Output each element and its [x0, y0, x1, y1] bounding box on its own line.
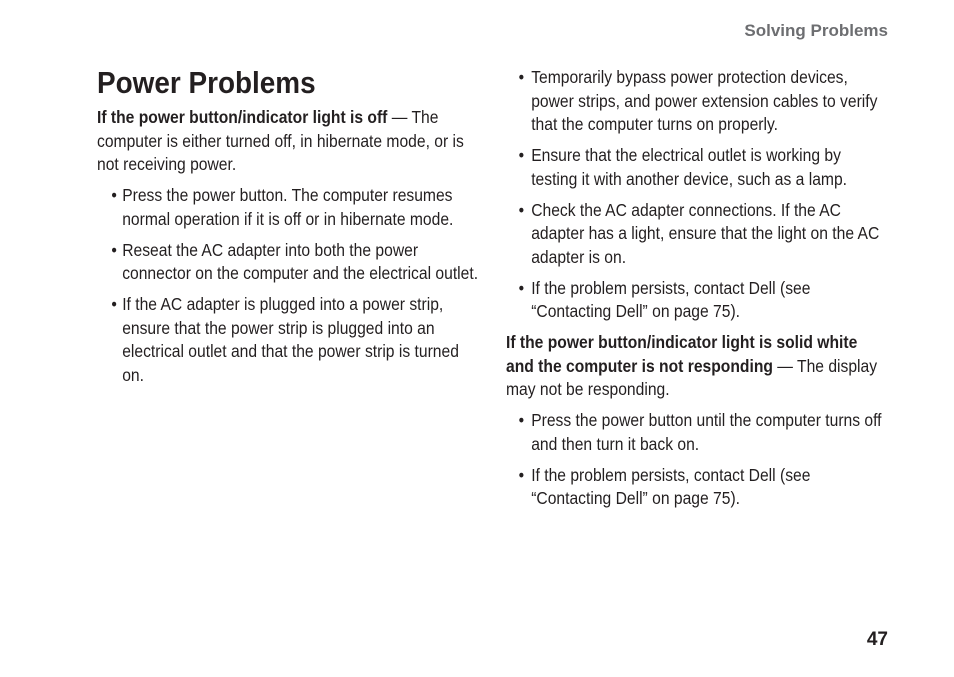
- list-item: [506, 199, 888, 270]
- list-item: [506, 144, 888, 191]
- bullet-icon: •: [518, 410, 525, 431]
- intro-lead-solid: If the power button/indicator light is solid white and the computer is not responding: [506, 332, 858, 376]
- list-item: [506, 409, 888, 456]
- list-item: [97, 184, 479, 231]
- bullet-icon: •: [518, 199, 525, 220]
- list-item-text: Check the AC adapter connections. If the AC adapter has a light, ensure that the light on the AC adapter is on.: [531, 199, 880, 267]
- bullet-icon: •: [518, 145, 525, 166]
- page-number: 47: [866, 629, 888, 650]
- list-item-text: If the AC adapter is plugged into a power strip, ensure that the power strip is plugged into an electrical outlet and that the power strip is turned on.: [122, 293, 459, 386]
- intro-paragraph-off: [97, 106, 479, 177]
- bullet-icon: •: [518, 464, 525, 485]
- list-item: [506, 464, 888, 511]
- intro-text-off: — The computer is either turned off, in hibernate mode, or is not receiving power.: [97, 107, 464, 175]
- right-column: [506, 66, 888, 518]
- page-title: Power Problems: [97, 65, 316, 100]
- troubleshoot-list-right-b: [506, 409, 888, 511]
- bullet-icon: •: [518, 277, 525, 298]
- running-header: Solving Problems: [744, 21, 888, 40]
- list-item: [97, 239, 479, 286]
- list-item-text: Press the power button until the computer turns off and then turn it back on.: [531, 410, 882, 454]
- bullet-icon: •: [111, 185, 117, 206]
- intro-text-solid: — The display may not be responding.: [506, 355, 878, 400]
- list-item-text: Reseat the AC adapter into both the power connector on the computer and the electrical outlet.: [122, 239, 479, 284]
- bullet-icon: •: [111, 239, 117, 260]
- left-column: [97, 106, 479, 395]
- troubleshoot-list-left: [97, 184, 479, 388]
- list-item-text: If the problem persists, contact Dell (see “Contacting Dell” on page 75).: [531, 277, 811, 322]
- list-item-text: Temporarily bypass power protection devices, power strips, and power extension cables to verify that the computer turns on properly.: [531, 67, 878, 135]
- list-item: [506, 66, 888, 137]
- troubleshoot-list-right-a: [506, 66, 888, 324]
- list-item-text: Press the power button. The computer resumes normal operation if it is off or in hibernate mode.: [122, 185, 454, 229]
- list-item-text: If the problem persists, contact Dell (see “Contacting Dell” on page 75).: [531, 464, 811, 509]
- bullet-icon: •: [518, 67, 525, 87]
- list-item-text: Ensure that the electrical outlet is working by testing it with another device, such as a lamp.: [531, 145, 848, 189]
- bullet-icon: •: [111, 293, 117, 314]
- list-item: [506, 277, 888, 324]
- intro-lead-off: If the power button/indicator light is off: [97, 107, 388, 127]
- intro-paragraph-solid: [506, 331, 888, 402]
- list-item: [97, 293, 479, 388]
